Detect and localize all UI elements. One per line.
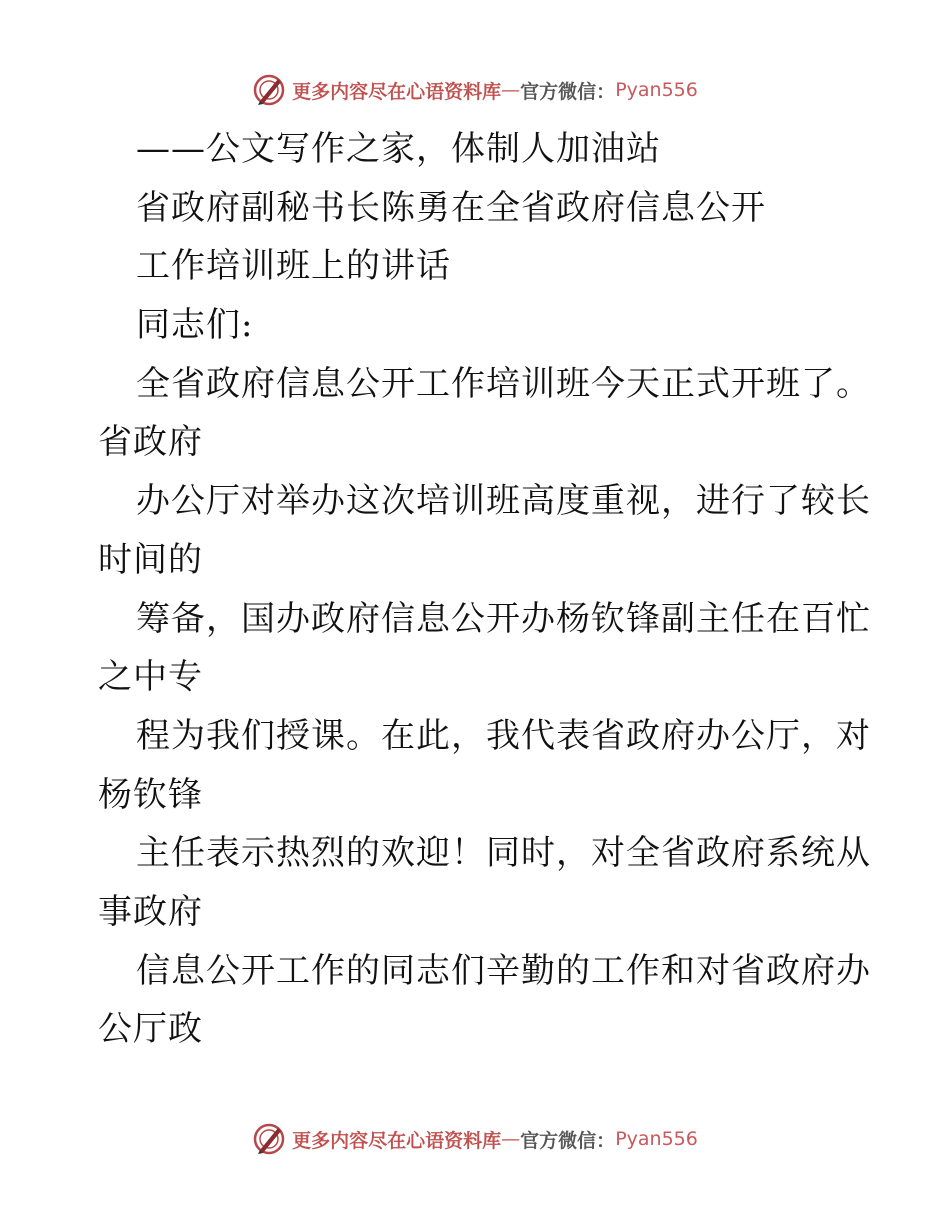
footer-banner (0, 1119, 950, 1159)
document-line: 程为我们授课。在此，我代表省政府办公厅，对 (136, 715, 871, 756)
document-line: 杨钦锋 (98, 774, 203, 815)
document-line: ——公文写作之家，体制人加油站 (136, 129, 661, 169)
pen-logo-icon (252, 73, 286, 107)
document-line: 省政府副秘书长陈勇在全省政府信息公开 (136, 187, 766, 228)
banner-wechat-id: Pyan556 (615, 1128, 698, 1150)
header-banner (0, 70, 950, 110)
document-line: 公厅政 (98, 1009, 203, 1050)
banner-title: 更多内容尽在心语资料库 (292, 1129, 502, 1152)
banner-dash: — (501, 79, 521, 101)
banner-wechat-label: 官方微信： (520, 80, 616, 103)
document-line: 全省政府信息公开工作培训班今天正式开班了。 (136, 363, 871, 404)
document-line: 时间的 (98, 539, 203, 580)
document-body (98, 120, 898, 1059)
pen-logo-icon (252, 1122, 286, 1156)
banner-title: 更多内容尽在心语资料库 (292, 80, 502, 103)
document-line: 办公厅对举办这次培训班高度重视，进行了较长 (136, 481, 871, 522)
document-line: 事政府 (98, 891, 203, 932)
document-line: 筹备，国办政府信息公开办杨钦锋副主任在百忙 (136, 598, 871, 639)
document-line: 信息公开工作的同志们辛勤的工作和对省政府办 (136, 950, 871, 991)
banner-wechat-id: Pyan556 (615, 79, 698, 101)
banner-wechat-label: 官方微信： (520, 1129, 616, 1152)
document-line: 工作培训班上的讲话 (136, 246, 451, 287)
document-line: 省政府 (98, 422, 203, 463)
document-line: 主任表示热烈的欢迎！同时，对全省政府系统从 (136, 833, 871, 874)
document-line: 同志们: (136, 305, 254, 346)
document-line: 之中专 (98, 657, 203, 698)
banner-dash: — (501, 1128, 521, 1150)
